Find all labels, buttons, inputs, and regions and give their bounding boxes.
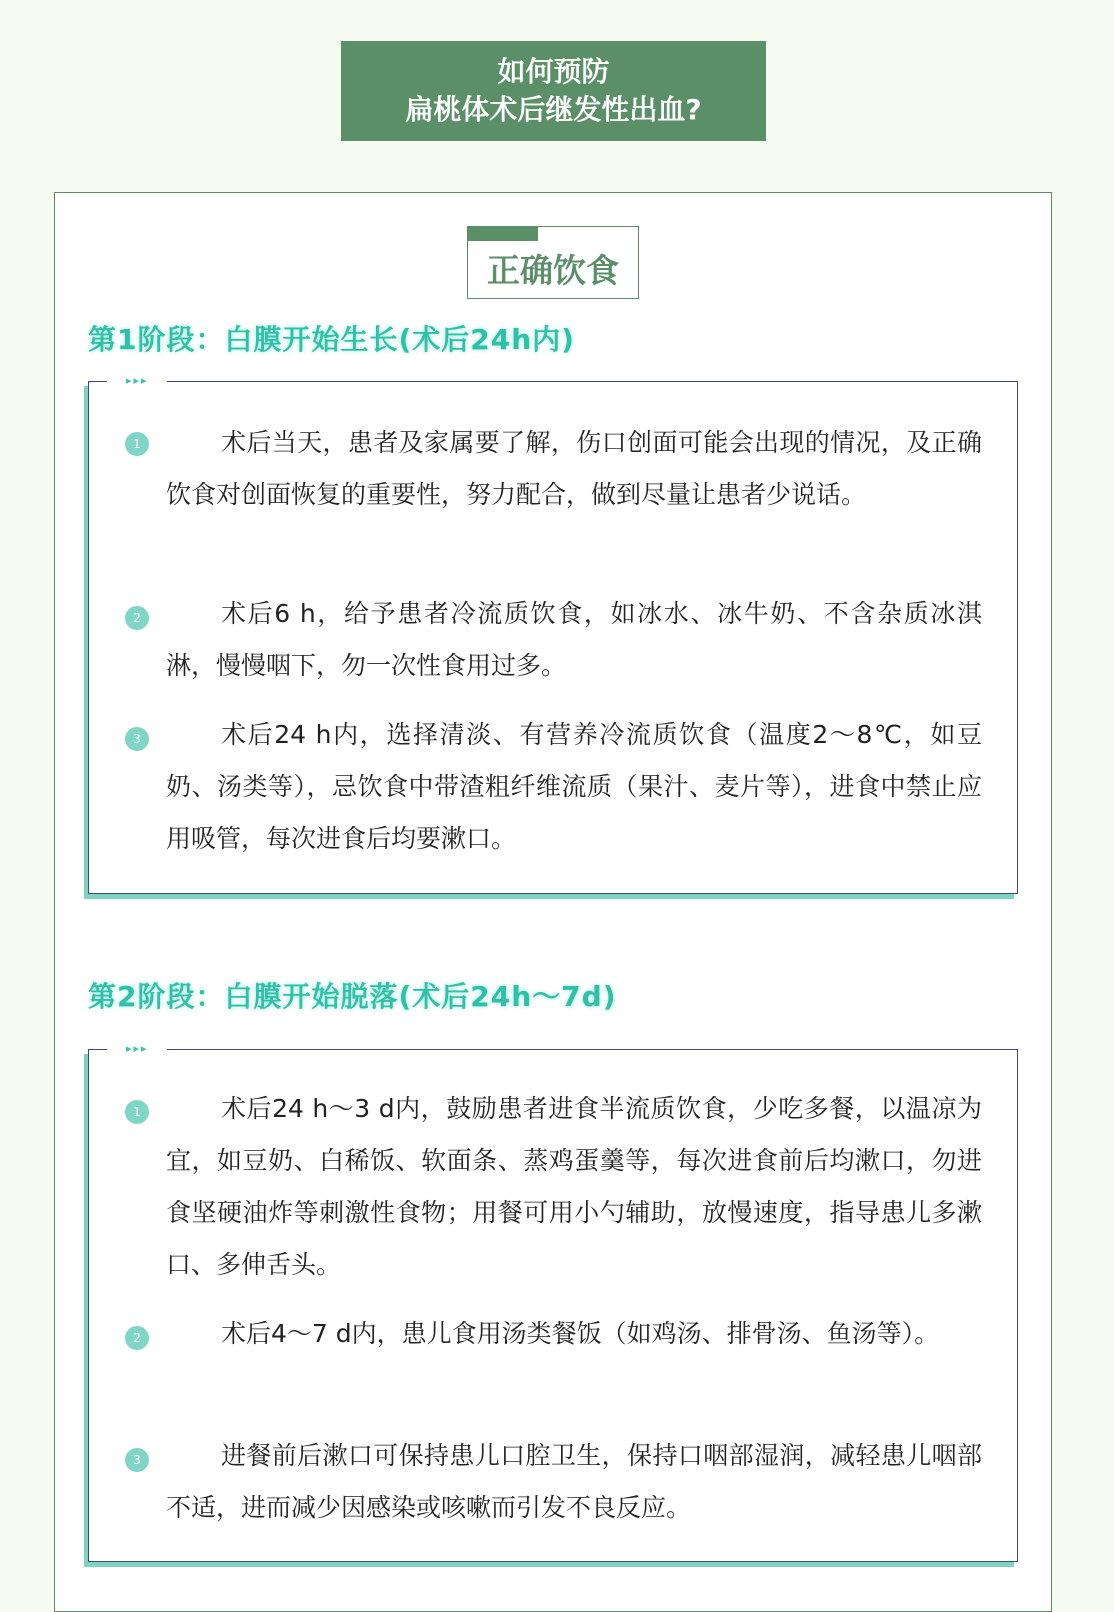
- item-text: 术后6 h，给予患者冷流质饮食，如冰水、冰牛奶、不含杂质冰淇淋，慢慢咽下，勿一次性食用过多。: [166, 599, 982, 680]
- stage-2-card: [88, 1042, 1018, 1562]
- item-text: 术后4～7 d内，患儿食用汤类餐饭（如鸡汤、排骨汤、鱼汤等）。: [221, 1319, 940, 1348]
- title-line-2: 扁桃体术后继发性出血?: [405, 93, 702, 126]
- title-line-1: 如何预防: [497, 55, 610, 88]
- item-text: 术后24 h内，选择清淡、有营养冷流质饮食（温度2～8℃，如豆奶、汤类等），忌饮食中带渣粗纤维流质（果汁、麦片等），进食中禁止应用吸管，每次进食后均要漱口。: [166, 720, 982, 853]
- arrow-decoration-icon: ▸▸▸: [122, 1041, 153, 1057]
- item-text: 进餐前后漱口可保持患儿口腔卫生，保持口咽部湿润，减轻患儿咽部不适，进而减少因感染或咳嗽而引发不良反应。: [166, 1441, 982, 1522]
- bullet-number: 3: [125, 1448, 149, 1472]
- title-banner: [341, 41, 766, 141]
- item-text: 术后24 h～3 d内，鼓励患者进食半流质饮食，少吃多餐，以温凉为宜，如豆奶、白稀饭、软面条、蒸鸡蛋羹等，每次进食前后均漱口，勿进食坚硬油炸等刺激性食物；用餐可用小勺辅助，放慢速度，指导患儿多漱口、多伸舌头。: [166, 1094, 982, 1279]
- bullet-number: 2: [125, 1326, 149, 1350]
- bullet-number: 1: [125, 1100, 149, 1124]
- bullet-number: 3: [125, 727, 149, 751]
- section-tag: [467, 226, 639, 299]
- arrow-decoration-icon: ▸▸▸: [122, 373, 153, 389]
- section-tag-bar: [468, 227, 538, 241]
- section-title: 正确饮食: [487, 251, 619, 290]
- bullet-number: 1: [125, 432, 149, 456]
- stage-1-card: [88, 374, 1018, 894]
- stage-2-heading: 第2阶段：白膜开始脱落(术后24h～7d): [88, 980, 617, 1013]
- item-text: 术后当天，患者及家属要了解，伤口创面可能会出现的情况，及正确饮食对创面恢复的重要性，努力配合，做到尽量让患者少说话。: [166, 428, 982, 509]
- stage-1-heading: 第1阶段：白膜开始生长(术后24h内): [88, 323, 575, 356]
- bullet-number: 2: [125, 606, 149, 630]
